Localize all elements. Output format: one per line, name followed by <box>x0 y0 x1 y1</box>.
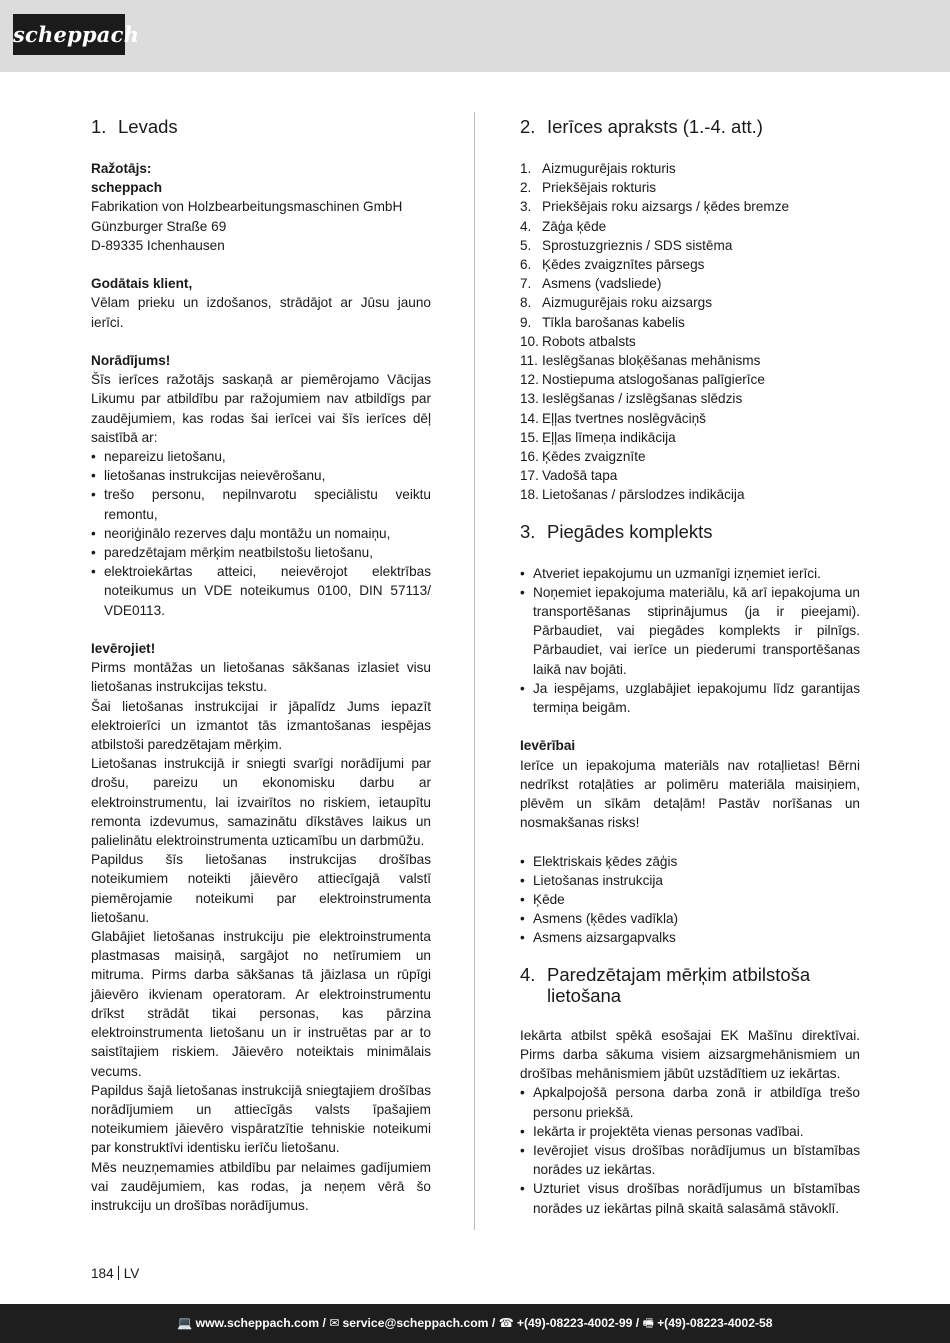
greeting-heading: Godātais klient, <box>91 276 193 292</box>
list-item: 3. Priekšējais roku aizsargs / ķēdes bremze <box>520 199 790 215</box>
list-item: • Atveriet iepakojumu un uzmanīgi izņemiet ierīci. <box>520 564 860 583</box>
email-link[interactable]: service@scheppach.com / <box>342 1316 496 1330</box>
notice-list <box>91 447 431 620</box>
mail-icon: ✉ <box>329 1316 340 1330</box>
list-item: 12. Nostiepuma atslogošanas palīgierīce <box>520 372 765 388</box>
list-item: 7. Asmens (vadsliede) <box>520 276 662 292</box>
observe-paragraph: Pirms montāžas un lietošanas sākšanas izlasiet visu lietošanas instrukcijas tekstu. <box>91 660 431 695</box>
list-item: 10. Robots atbalsts <box>520 333 636 349</box>
list-item: 4. Zāģa ķēde <box>520 218 607 234</box>
notice-heading: Norādījums! <box>91 353 171 368</box>
list-item: • trešo personu, nepilnvarotu speciālistu veiktu remontu, <box>91 485 431 523</box>
list-item: • Ķēde <box>520 890 860 909</box>
list-item: • lietošanas instrukcijas neievērošanu, <box>91 466 431 485</box>
fax-number: +(49)-08223-4002-58 <box>657 1316 773 1330</box>
list-item: • Noņemiet iepakojuma materiālu, kā arī iepakojuma un transportēšanas stiprinājumus (ja ir pieejami). Pārbaudiet, vai piegādes komplekts ir pilnīgs. Pārbaudiet, vai ierīce un piederumi transportēšanas laikā nav bojāti. <box>520 583 860 679</box>
list-item: 11. Ieslēgšanas bloķēšanas mehānisms <box>520 353 761 369</box>
left-column <box>91 116 431 1215</box>
list-item: 2. Priekšējais rokturis <box>520 180 657 196</box>
list-item: • neoriģinālo rezerves daļu montāžu un nomaiņu, <box>91 524 431 543</box>
computer-icon: 💻 <box>177 1316 193 1330</box>
observe-heading: Ievērojiet! <box>91 641 156 657</box>
list-item: 9. Tīkla barošanas kabelis <box>520 314 685 330</box>
list-item: 5. Sprostuzgrieznis / SDS sistēma <box>520 237 733 253</box>
observe-paragraph: Lietošanas instrukcijā ir sniegti svarīgi norādījumi par drošu, pareizu un ekonomisku darbu ar elektroinstrumentu, lai izvairītos no riskiem, ietaupītu remonta izdevumus, samazinātu dīkstāves laikus un palielinātu elektroinstrumenta uzticamību un darbmūžu. <box>91 756 431 849</box>
list-item: 6. Ķēdes zvaigznītes pārsegs <box>520 257 705 273</box>
list-item: 17. Vadošā tapa <box>520 468 618 484</box>
list-item: • Ievērojiet visus drošības norādījumus un bīstamības norādes uz iekārtas. <box>520 1141 860 1179</box>
warning-heading: Ievērībai <box>520 738 576 754</box>
notice-text: Šīs ierīces ražotājs saskaņā ar piemērojamo Vācijas Likumu par atbildību par ražojumiem nav atbildīgs par zaudējumiem, kas rodas šai ierīcei vai šīs ierīces dēļ saistībā ar: <box>91 372 431 445</box>
observe-paragraph: Papildus šajā lietošanas instrukcijā sniegtajiem drošības norādījumiem un attiecīgās valsts īpašajiem noteikumiem jāievēro vispāratzītie tehniskie noteikumi par konstruktīvi identisku ierīču lietošanu. <box>91 1082 431 1156</box>
language-code: LV <box>123 1266 140 1281</box>
section-4-text: Iekārta atbilst spēkā esošajai EK Mašīnu direktīvai. Pirms darba sākuma visiem aizsargmehānismiem un drošības mehānismiem jābūt uzstādītiem uz iekārtas. <box>520 1027 860 1082</box>
greeting-text: Vēlam prieku un izdošanos, strādājot ar Jūsu jauno ierīci. <box>91 295 431 330</box>
fax-icon: 🖷 <box>642 1316 655 1330</box>
list-item: 13. Ieslēgšanas / izslēgšanas slēdzis <box>520 391 743 407</box>
manufacturer-address: Günzburger Straße 69 <box>91 218 227 234</box>
list-item: • Apkalpojošā persona darba zonā ir atbildīga trešo personu priekšā. <box>520 1083 860 1121</box>
observe-paragraph: Mēs neuzņemamies atbildību par nelaimes gadījumiem vai zaudējumiem, kas rodas, ja neņem vērā šo instrukciju un drošības norādījumus. <box>91 1159 431 1213</box>
contents-list <box>520 852 860 948</box>
scheppach-logo: scheppach <box>13 14 125 55</box>
list-item: • Asmens (ķēdes vadīkla) <box>520 909 860 928</box>
page-number: 184 LV <box>91 1266 140 1281</box>
list-item: 14. Eļļas tvertnes noslēgvāciņš <box>520 410 706 426</box>
list-item: • Asmens aizsargapvalks <box>520 928 860 947</box>
list-item: • Lietošanas instrukcija <box>520 871 860 890</box>
usage-list <box>520 1083 860 1217</box>
manufacturer-label: Ražotājs: <box>91 161 152 176</box>
observe-paragraph: Šai lietošanas instrukcijai ir jāpalīdz Jums iepazīt elektroierīci un izmantot tās izmantošanas iespējas atbilstoši paredzētajam mērķim. <box>91 698 431 753</box>
list-item: 8. Aizmugurējais roku aizsargs <box>520 295 712 311</box>
list-item: • Uzturiet visus drošības norādījumus un bīstamības norādes uz iekārtas pilnā skaitā salasāmā stāvoklī. <box>520 1179 860 1217</box>
page-footer <box>0 1304 950 1343</box>
page-header <box>0 0 950 72</box>
delivery-steps <box>520 564 860 718</box>
manufacturer-line: Fabrikation von Holzbearbeitungsmaschinen GmbH <box>91 199 403 215</box>
parts-list <box>520 159 860 505</box>
phone-number: +(49)-08223-4002-99 / <box>516 1316 640 1330</box>
right-column <box>520 116 860 1218</box>
section-3-heading: 3. Piegādes komplekts <box>520 520 713 542</box>
list-item: • Iekārta ir projektēta vienas personas vadībai. <box>520 1122 860 1141</box>
observe-paragraph: Glabājiet lietošanas instrukciju pie elektroinstrumenta plastmasas maisiņā, sargājot no netīrumiem un mitruma. Pirms darba sākšanas tā jāizlasa un rūpīgi jāievēro ikvienam operatoram. Ar elektroinstrumentu drīkst strādāt tikai personas, kas pārzina elektroinstrumenta lietošanu un ir instruētas par ar to saistītajiem riskiem. Jāievēro noteiktais minimālais vecums. <box>91 929 431 1079</box>
section-2-heading: 2. Ierīces apraksts (1.-4. att.) <box>520 116 763 137</box>
manufacturer-city: D-89335 Ichenhausen <box>91 237 225 253</box>
list-item: • Elektriskais ķēdes zāģis <box>520 852 860 871</box>
warning-text: Ierīce un iepakojuma materiāls nav rotaļlietas! Bērni nedrīkst rotaļāties ar polimēru materiāla maisiņiem, plēvēm un sīkām detaļām! Pastāv norīšanas un nosmakšanas risks! <box>520 757 860 831</box>
section-4-heading: 4. Paredzētajam mērķim atbilstoša lietošana <box>520 963 811 1006</box>
list-item: • Ja iespējams, uzglabājiet iepakojumu līdz garantijas termiņa beigām. <box>520 679 860 717</box>
list-item: 1. Aizmugurējais rokturis <box>520 161 676 176</box>
list-item: • paredzētajam mērķim neatbilstošu lietošanu, <box>91 543 431 562</box>
section-1-heading: 1. Levads <box>91 116 178 137</box>
manufacturer-company: scheppach <box>91 180 163 196</box>
phone-icon: ☎ <box>498 1316 514 1330</box>
observe-paragraph: Papildus šīs lietošanas instrukcijas drošības noteikumiem noteikti jāievēro attiecīgajā valstī piemērojamie noteikumi par elektroinstrumenta lietošanu. <box>91 852 431 925</box>
list-item: • elektroiekārtas atteici, neievērojot elektrības noteikumus un VDE noteikumus 0100, DIN 57113/ VDE0113. <box>91 562 431 620</box>
column-divider <box>474 112 475 1230</box>
list-item: 18. Lietošanas / pārslodzes indikācija <box>520 487 745 503</box>
list-item: 15. Eļļas līmeņa indikācija <box>520 429 676 445</box>
website-link[interactable]: www.scheppach.com / <box>195 1316 326 1330</box>
list-item: • nepareizu lietošanu, <box>91 447 431 466</box>
list-item: 16. Ķēdes zvaigznīte <box>520 449 646 465</box>
